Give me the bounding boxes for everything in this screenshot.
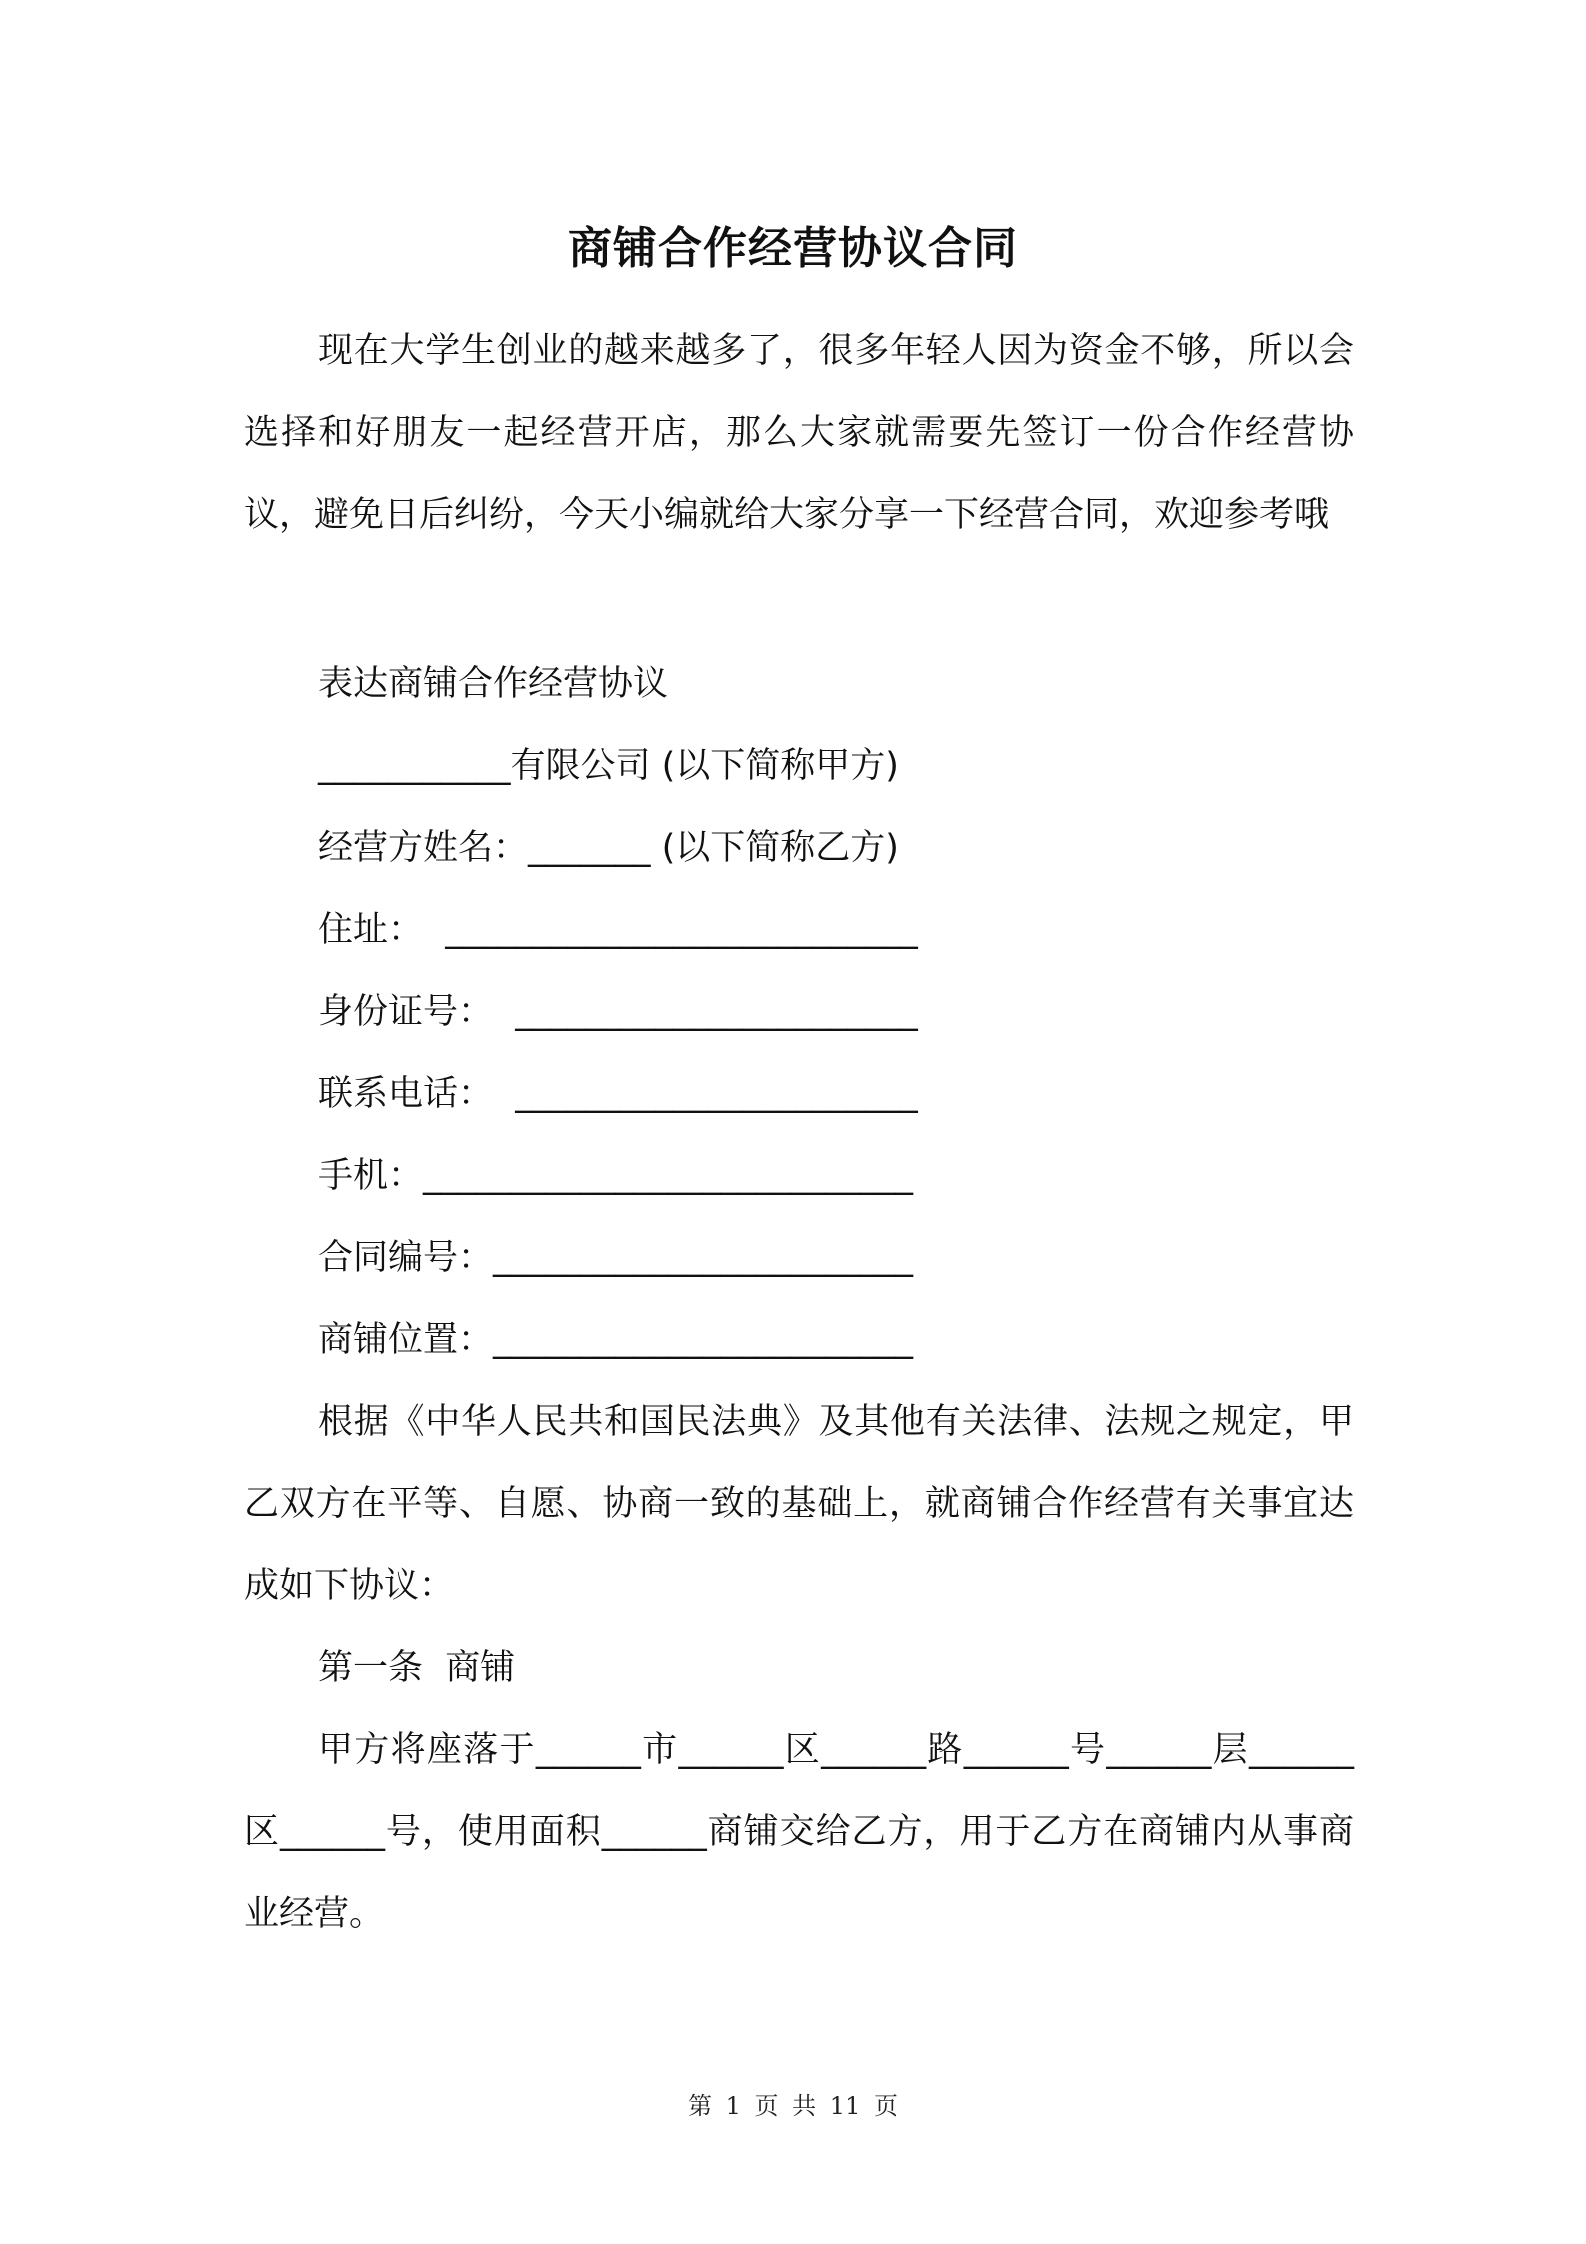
shop-location-field: 商铺位置：________________________ — [318, 1320, 914, 1360]
page-footer: 第 1 页 共 11 页 — [688, 2092, 898, 2120]
id-number-field: 身份证号： _______________________ — [318, 992, 918, 1032]
phone-field: 联系电话： _______________________ — [318, 1074, 918, 1114]
basis-paragraph: 根据《中华人民共和国民法典》及其他有关法律、法规之规定，甲乙双方在平等、自愿、协商一致的基础上，就商铺合作经营有关事宜达成如下协议： — [244, 1402, 1354, 1606]
article-1-heading: 第一条 商铺 — [318, 1648, 516, 1688]
mobile-field: 手机：____________________________ — [318, 1156, 914, 1196]
contract-number-field: 合同编号：________________________ — [318, 1238, 914, 1278]
document-title: 商铺合作经营协议合同 — [568, 223, 1018, 274]
party-b-name-field: 经营方姓名：_______ (以下简称乙方) — [318, 828, 899, 868]
article-1-body: 甲方将座落于______市______区______路______号______层______区______号，使用面积______商铺交给乙方，用于乙方在商铺内从事商业经营。 — [244, 1730, 1354, 1934]
intro-paragraph: 现在大学生创业的越来越多了，很多年轻人因为资金不够，所以会选择和好朋友一起经营开店，那么大家就需要先签订一份合作经营协议，避免日后纠纷，今天小编就给大家分享一下经营合同，欢迎参考哦 — [244, 331, 1354, 535]
party-a-field: ___________有限公司 (以下简称甲方) — [318, 746, 899, 786]
address-field: 住址： ___________________________ — [318, 910, 918, 950]
subheading: 表达商铺合作经营协议 — [318, 664, 669, 704]
